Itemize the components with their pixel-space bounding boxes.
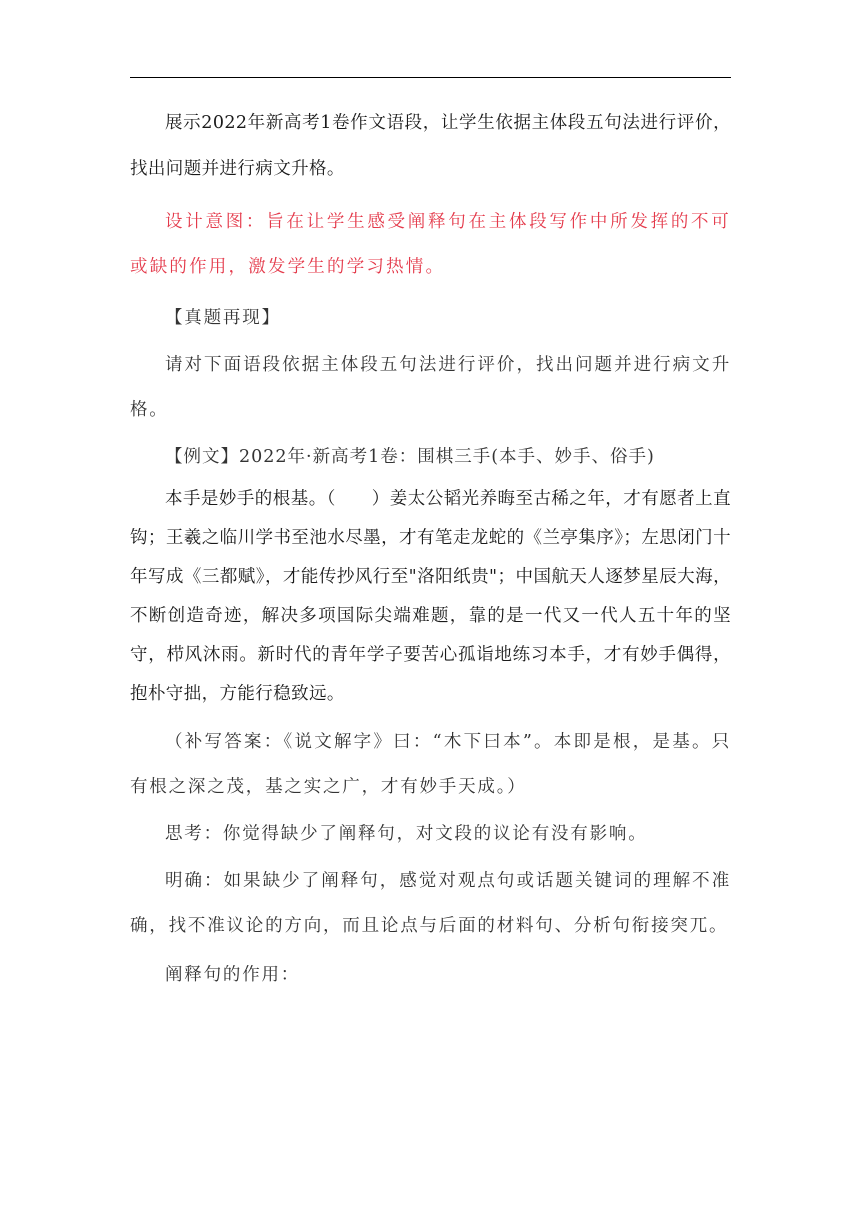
example-body: 本手是妙手的根基。（ ）姜太公韬光养晦至古稀之年，才有愿者上直钩；王羲之临川学书至池水尽墨，才有笔走龙蛇的《兰亭集序》；左思闭门十年写成《三都赋》，才能传抄风行至"洛阳纸贵"；中国航天人逐梦星辰大海，不断创造奇迹，解决多项国际尖端难题，靠的是一代又一代人五十年的坚守，栉风沐雨。新时代的青年学子要苦心孤诣地练习本手，才有妙手偶得，抱朴守拙，方能行稳致远。 (130, 489, 731, 704)
answer-paragraph: （补写答案：《说文解字》曰：“木下曰本”。本即是根，是基。只有根之深之茂，基之实之广，才有妙手天成。） (130, 732, 731, 797)
header-rule (130, 77, 731, 78)
task-paragraph: 请对下面语段依据主体段五句法进行评价，找出问题并进行病文升格。 (130, 355, 731, 420)
intro-paragraph: 展示2022年新高考1卷作文语段，让学生依据主体段五句法进行评价，找出问题并进行病文升格。 (130, 113, 731, 179)
section-heading: 【真题再现】 (165, 308, 281, 328)
document-page (130, 100, 731, 998)
clarify-paragraph: 明确：如果缺少了阐释句，感觉对观点句或话题关键词的理解不准确，找不准议论的方向，而且论点与后面的材料句、分析句衔接突兀。 (130, 871, 731, 936)
thinking-paragraph: 思考：你觉得缺少了阐释句，对文段的议论有没有影响。 (165, 824, 648, 844)
design-intent-paragraph: 设计意图：旨在让学生感受阐释句在主体段写作中所发挥的不可或缺的作用，激发学生的学习热情。 (130, 212, 731, 277)
example-title: 【例文】2022年·新高考1卷：围棋三手(本手、妙手、俗手) (165, 447, 655, 467)
function-heading: 阐释句的作用： (165, 965, 301, 985)
